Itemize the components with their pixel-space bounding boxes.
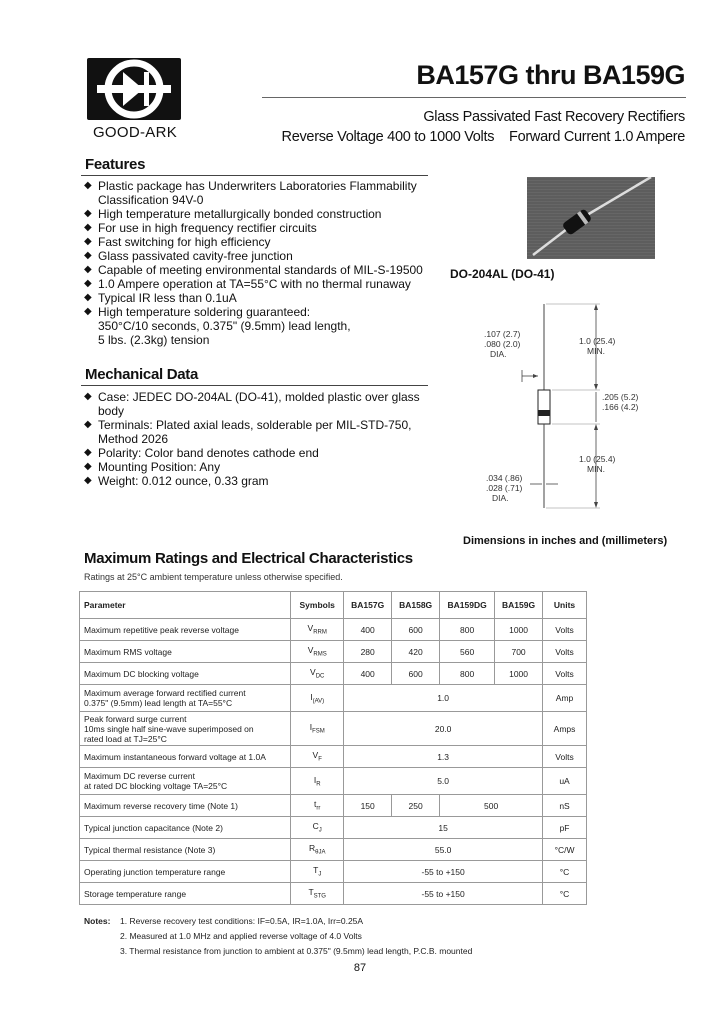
ratings-note: Ratings at 25°C ambient temperature unless otherwise specified. (84, 572, 343, 582)
mechanical-heading: Mechanical Data (85, 366, 199, 383)
diamond-bullet-icon: ◆ (84, 278, 92, 289)
diamond-bullet-icon: ◆ (84, 208, 92, 219)
package-name: DO-204AL (DO-41) (450, 267, 555, 281)
table-row: Typical thermal resistance (Note 3) $R_{\theta JA}$ 55.0 °C/W (80, 839, 587, 861)
table-row: Maximum DC reverse current at rated DC blocking voltage TA=25°C $I_R$ 5.0 uA (80, 768, 587, 795)
diamond-bullet-icon: ◆ (84, 461, 92, 472)
table-row: Maximum average forward rectified current 0.375" (9.5mm) lead length at TA=55°C $I_{(AV)}$ 1.0 Amp (80, 685, 587, 712)
diamond-bullet-icon: ◆ (84, 391, 92, 402)
table-row: Maximum repetitive peak reverse voltage $V_{RRM}$ 400 600 800 1000 Volts (80, 619, 587, 641)
diode-logo-icon (87, 58, 181, 120)
list-item: ◆ For use in high frequency rectifier circuits (84, 221, 317, 235)
title-divider (262, 97, 686, 98)
list-item: ◆ Case: JEDEC DO-204AL (DO-41), molded plastic over glass body (84, 390, 420, 418)
diamond-bullet-icon: ◆ (84, 419, 92, 430)
table-row: Typical junction capacitance (Note 2) $C_J$ 15 pF (80, 817, 587, 839)
diode-photo-icon (527, 177, 655, 259)
list-item: ◆ Capable of meeting environmental standards of MIL-S-19500 (84, 263, 423, 277)
list-item: ◆ Typical IR less than 0.1uA (84, 291, 237, 305)
list-item: ◆ Mounting Position: Any (84, 460, 221, 474)
table-row: Maximum DC blocking voltage $V_{DC}$ 400 600 800 1000 Volts (80, 663, 587, 685)
mechanical-divider (81, 385, 428, 386)
diamond-bullet-icon: ◆ (84, 250, 92, 261)
list-item: ◆ 1.0 Ampere operation at TA=55°C with no thermal runaway (84, 277, 411, 291)
mechanical-list (84, 390, 424, 488)
notes-label: Notes: (84, 916, 111, 926)
list-item: ◆ Terminals: Plated axial leads, solderable per MIL-STD-750, Method 2026 (84, 418, 412, 446)
table-row: Peak forward surge current 10ms single half sine-wave superimposed on rated load at TJ=25°C $I_{FSM}$ 20.0 Amps (80, 712, 587, 746)
col-header: BA159DG (440, 592, 495, 619)
dim-bottom-length: 1.0 (25.4) MIN. (579, 454, 616, 474)
diamond-bullet-icon: ◆ (84, 236, 92, 247)
col-header: Parameter (80, 592, 291, 619)
col-header: BA159G (495, 592, 543, 619)
ratings-table (79, 591, 587, 905)
table-row: Storage temperature range $T_{STG}$ -55 to +150 °C (80, 883, 587, 905)
brand-name: GOOD-ARK (92, 124, 178, 141)
dim-top-length: 1.0 (25.4) MIN. (579, 336, 616, 356)
list-item: ◆ Fast switching for high efficiency (84, 235, 271, 249)
col-header: BA158G (392, 592, 440, 619)
brand-logo (87, 58, 181, 120)
list-item: ◆ High temperature metallurgically bonded construction (84, 207, 382, 221)
list-item: ◆ Plastic package has Underwriters Laboratories Flammability Classification 94V-0 (84, 179, 417, 207)
dimension-drawing (510, 300, 600, 520)
dim-body-length: .205 (5.2) .166 (4.2) (602, 392, 639, 412)
diamond-bullet-icon: ◆ (84, 222, 92, 233)
notes: Notes: 1. Reverse recovery test conditions: IF=0.5A, IR=1.0A, Irr=0.25A 2. Measured at 1.0 MHz and applied reverse voltage of 4.0 Volts 3. Thermal resistance from junction to ambient at 0.375" (9.5mm) lead length, P.C.B. mounted (84, 916, 473, 956)
table-row: Operating junction temperature range $T_J$ -55 to +150 °C (80, 861, 587, 883)
table-row: Maximum reverse recovery time (Note 1) $t_{rr}$ 150 250 500 nS (80, 795, 587, 817)
table-row: Maximum RMS voltage $V_{RMS}$ 280 420 560 700 Volts (80, 641, 587, 663)
dim-wire-dia: .034 (.86) .028 (.71) DIA. (486, 473, 523, 503)
diamond-bullet-icon: ◆ (84, 306, 92, 317)
list-item: ◆ Polarity: Color band denotes cathode end (84, 446, 319, 460)
diamond-bullet-icon: ◆ (84, 447, 92, 458)
col-header: Units (543, 592, 587, 619)
features-divider (81, 175, 428, 176)
dimensions-caption: Dimensions in inches and (millimeters) (463, 535, 668, 547)
diamond-bullet-icon: ◆ (84, 292, 92, 303)
subtitle-line-2: Reverse Voltage 400 to 1000 Volts Forward Current 1.0 Ampere (281, 129, 685, 145)
table-header-row (80, 592, 587, 619)
table-row: Maximum instantaneous forward voltage at 1.0A $V_F$ 1.3 Volts (80, 746, 587, 768)
ratings-heading: Maximum Ratings and Electrical Characteristics (84, 550, 413, 567)
col-header: BA157G (344, 592, 392, 619)
diamond-bullet-icon: ◆ (84, 475, 92, 486)
subtitle-line-1: Glass Passivated Fast Recovery Rectifiers (423, 109, 685, 125)
package-photo (527, 177, 655, 259)
diamond-bullet-icon: ◆ (84, 264, 92, 275)
dim-lead-dia: .107 (2.7) .080 (2.0) DIA. (484, 329, 521, 359)
list-item: ◆ High temperature soldering guaranteed: 350°C/10 seconds, 0.375" (9.5mm) lead length, 5 lbs. (2.3kg) tension (84, 305, 351, 347)
col-header: Symbols (291, 592, 344, 619)
list-item: ◆ Weight: 0.012 ounce, 0.33 gram (84, 474, 269, 488)
features-heading: Features (85, 156, 146, 173)
page-number: 87 (353, 962, 367, 974)
diamond-bullet-icon: ◆ (84, 180, 92, 191)
features-list (84, 179, 424, 347)
list-item: ◆ Glass passivated cavity-free junction (84, 249, 293, 263)
page-title: BA157G thru BA159G (416, 60, 685, 90)
